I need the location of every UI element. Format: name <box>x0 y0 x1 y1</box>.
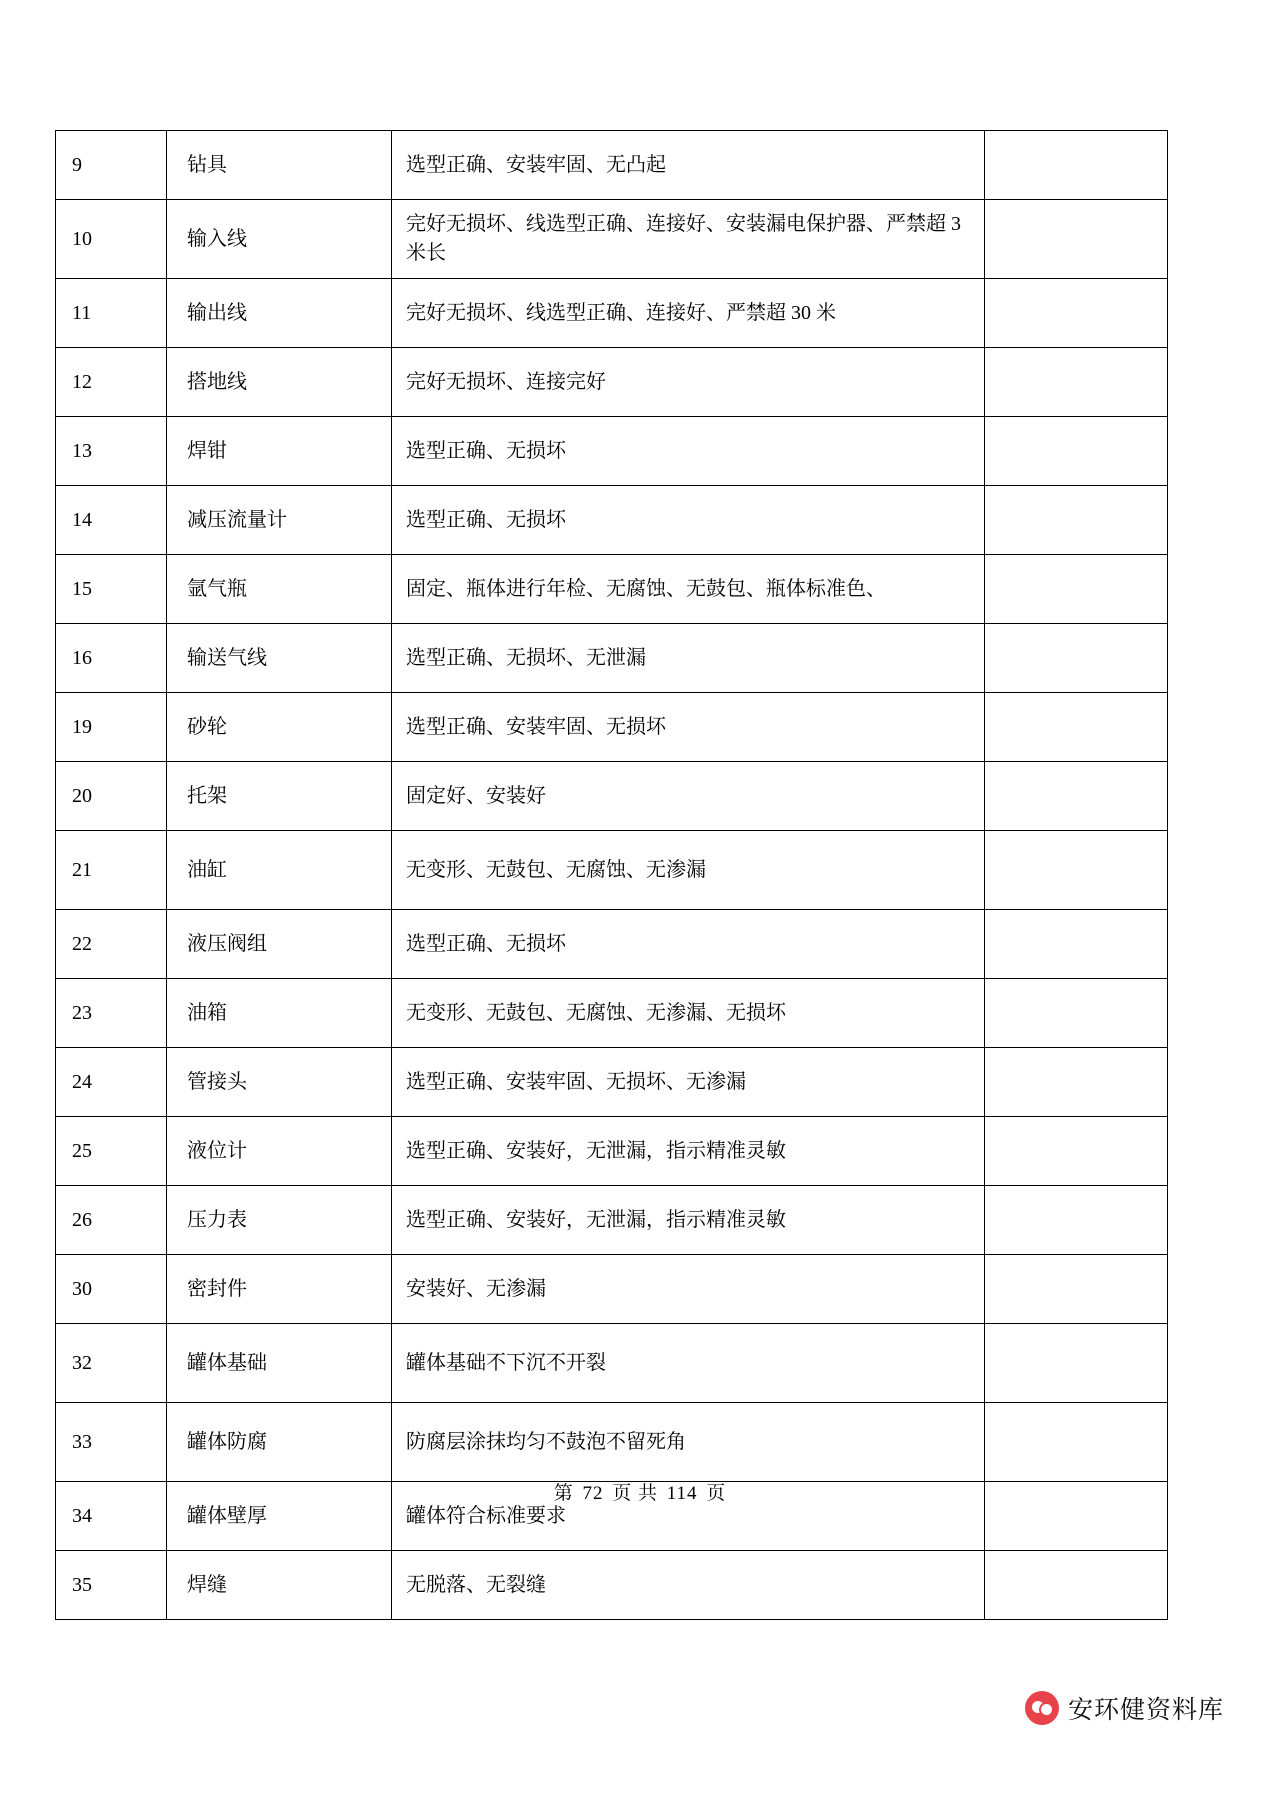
row-item: 罐体壁厚 <box>167 1482 392 1551</box>
row-requirement: 完好无损坏、线选型正确、连接好、安装漏电保护器、严禁超 3 米长 <box>392 200 985 279</box>
footer-page-number: 72 <box>582 1483 604 1504</box>
table-row <box>56 910 1168 979</box>
row-requirement: 完好无损坏、连接完好 <box>392 348 985 417</box>
row-no: 9 <box>56 131 167 200</box>
row-item: 密封件 <box>167 1255 392 1324</box>
row-no: 34 <box>56 1482 167 1551</box>
inspection-table <box>55 130 1168 1620</box>
row-item: 罐体基础 <box>167 1324 392 1403</box>
table-row <box>56 417 1168 486</box>
row-no: 24 <box>56 1048 167 1117</box>
row-no: 15 <box>56 555 167 624</box>
row-requirement: 无脱落、无裂缝 <box>392 1551 985 1620</box>
table-row <box>56 279 1168 348</box>
row-result <box>985 1403 1168 1482</box>
row-item: 输入线 <box>167 200 392 279</box>
page-footer <box>0 1478 1280 1505</box>
row-no: 32 <box>56 1324 167 1403</box>
row-item: 托架 <box>167 762 392 831</box>
row-no: 25 <box>56 1117 167 1186</box>
row-result <box>985 348 1168 417</box>
row-no: 21 <box>56 831 167 910</box>
row-no: 30 <box>56 1255 167 1324</box>
row-result <box>985 831 1168 910</box>
row-requirement: 选型正确、安装牢固、无凸起 <box>392 131 985 200</box>
row-item: 焊缝 <box>167 1551 392 1620</box>
watermark <box>1025 1690 1224 1726</box>
table-row <box>56 486 1168 555</box>
table-row <box>56 1186 1168 1255</box>
row-requirement: 安装好、无渗漏 <box>392 1255 985 1324</box>
footer-total-pages: 114 <box>666 1483 698 1504</box>
row-result <box>985 200 1168 279</box>
row-no: 19 <box>56 693 167 762</box>
row-requirement: 选型正确、安装好，无泄漏，指示精准灵敏 <box>392 1117 985 1186</box>
row-requirement: 无变形、无鼓包、无腐蚀、无渗漏、无损坏 <box>392 979 985 1048</box>
row-result <box>985 1048 1168 1117</box>
row-requirement: 选型正确、无损坏 <box>392 910 985 979</box>
row-item: 压力表 <box>167 1186 392 1255</box>
row-requirement: 选型正确、安装好，无泄漏，指示精准灵敏 <box>392 1186 985 1255</box>
row-requirement: 选型正确、无损坏、无泄漏 <box>392 624 985 693</box>
row-item: 油缸 <box>167 831 392 910</box>
table-row <box>56 762 1168 831</box>
row-requirement: 固定好、安装好 <box>392 762 985 831</box>
row-result <box>985 910 1168 979</box>
row-no: 13 <box>56 417 167 486</box>
row-item: 氩气瓶 <box>167 555 392 624</box>
row-requirement: 防腐层涂抹均匀不鼓泡不留死角 <box>392 1403 985 1482</box>
row-no: 22 <box>56 910 167 979</box>
row-no: 33 <box>56 1403 167 1482</box>
row-no: 35 <box>56 1551 167 1620</box>
row-item: 油箱 <box>167 979 392 1048</box>
row-result <box>985 279 1168 348</box>
row-result <box>985 417 1168 486</box>
row-requirement: 选型正确、安装牢固、无损坏 <box>392 693 985 762</box>
row-no: 11 <box>56 279 167 348</box>
footer-suffix: 页 <box>706 1483 727 1504</box>
table-row <box>56 624 1168 693</box>
row-item: 液压阀组 <box>167 910 392 979</box>
table-row <box>56 348 1168 417</box>
row-item: 搭地线 <box>167 348 392 417</box>
row-no: 14 <box>56 486 167 555</box>
row-item: 钻具 <box>167 131 392 200</box>
table-body <box>56 131 1168 1620</box>
row-result <box>985 486 1168 555</box>
table-row <box>56 979 1168 1048</box>
row-item: 焊钳 <box>167 417 392 486</box>
row-item: 输出线 <box>167 279 392 348</box>
table-row <box>56 555 1168 624</box>
row-result <box>985 555 1168 624</box>
row-requirement: 选型正确、安装牢固、无损坏、无渗漏 <box>392 1048 985 1117</box>
row-result <box>985 762 1168 831</box>
row-no: 20 <box>56 762 167 831</box>
row-item: 输送气线 <box>167 624 392 693</box>
table-row <box>56 1048 1168 1117</box>
row-result <box>985 131 1168 200</box>
row-no: 10 <box>56 200 167 279</box>
footer-middle: 页 共 <box>612 1483 658 1504</box>
row-result <box>985 1117 1168 1186</box>
table-row <box>56 1403 1168 1482</box>
row-result <box>985 1255 1168 1324</box>
table-row <box>56 1255 1168 1324</box>
row-result <box>985 1186 1168 1255</box>
row-result <box>985 979 1168 1048</box>
row-requirement: 固定、瓶体进行年检、无腐蚀、无鼓包、瓶体标准色、 <box>392 555 985 624</box>
wechat-logo-icon <box>1025 1691 1059 1725</box>
row-item: 砂轮 <box>167 693 392 762</box>
row-requirement: 完好无损坏、线选型正确、连接好、严禁超 30 米 <box>392 279 985 348</box>
table-row <box>56 200 1168 279</box>
row-result <box>985 1551 1168 1620</box>
row-no: 16 <box>56 624 167 693</box>
table-row <box>56 693 1168 762</box>
row-no: 26 <box>56 1186 167 1255</box>
row-result <box>985 1324 1168 1403</box>
footer-prefix: 第 <box>553 1483 574 1504</box>
row-requirement: 罐体符合标准要求 <box>392 1482 985 1551</box>
row-no: 23 <box>56 979 167 1048</box>
row-requirement: 罐体基础不下沉不开裂 <box>392 1324 985 1403</box>
table-row <box>56 1551 1168 1620</box>
watermark-label: 安环健资料库 <box>1067 1696 1224 1724</box>
row-result <box>985 693 1168 762</box>
row-item: 管接头 <box>167 1048 392 1117</box>
table-row <box>56 831 1168 910</box>
row-requirement: 选型正确、无损坏 <box>392 417 985 486</box>
table-row <box>56 1117 1168 1186</box>
row-requirement: 选型正确、无损坏 <box>392 486 985 555</box>
row-item: 液位计 <box>167 1117 392 1186</box>
table-row <box>56 131 1168 200</box>
row-item: 减压流量计 <box>167 486 392 555</box>
row-result <box>985 624 1168 693</box>
table-row <box>56 1324 1168 1403</box>
row-item: 罐体防腐 <box>167 1403 392 1482</box>
row-requirement: 无变形、无鼓包、无腐蚀、无渗漏 <box>392 831 985 910</box>
row-no: 12 <box>56 348 167 417</box>
